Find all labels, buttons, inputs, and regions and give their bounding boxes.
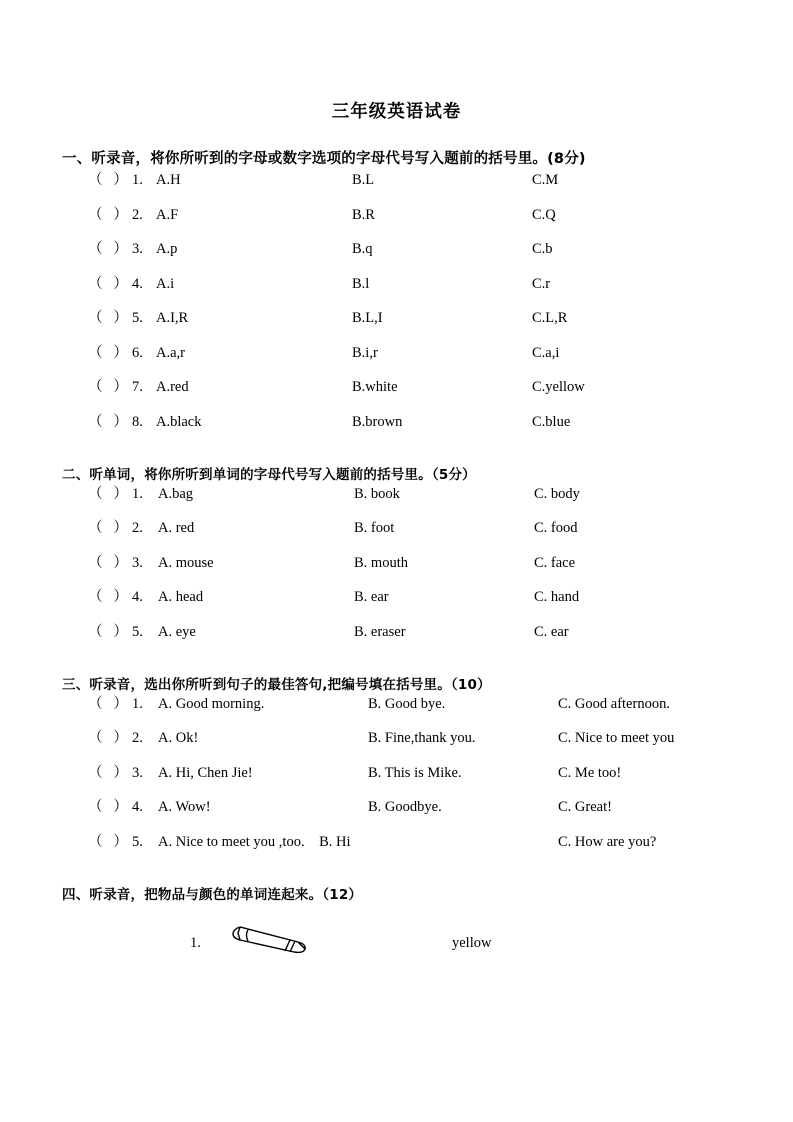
option-c[interactable]: C.M [532,172,559,189]
question-row [62,380,731,415]
matching-list-4 [62,907,731,965]
option-c[interactable]: C. body [534,485,580,502]
match-word: yellow [452,934,492,951]
option-c[interactable]: C. Good afternoon. [558,695,670,712]
question-row [62,311,731,346]
answer-blank[interactable]: （ ） [88,275,128,292]
option-c[interactable]: C.Q [532,206,556,223]
question-number: 5. [132,310,143,327]
question-number: 3. [132,764,143,781]
question-row [62,800,731,835]
question-row [62,521,731,556]
question-number: 5. [132,833,143,850]
answer-blank[interactable]: （ ） [88,520,128,537]
option-a[interactable]: A. eye [158,623,196,640]
question-list-1 [62,173,731,449]
option-a[interactable]: A. mouse [158,554,214,571]
section-heading-4: 四、听录音，把物品与颜色的单词连起来。（12） [62,887,363,904]
option-b[interactable]: B. Good bye. [368,695,446,712]
option-a[interactable]: A. Good morning. [158,695,265,712]
option-b[interactable]: B. mouth [354,554,408,571]
question-row [62,487,731,522]
question-row [62,208,731,243]
question-number: 4. [132,275,143,292]
question-number: 4. [132,799,143,816]
option-b[interactable]: B.q [352,241,373,258]
option-b[interactable]: B. ear [354,589,389,606]
question-row [62,242,731,277]
question-row [62,590,731,625]
answer-blank[interactable]: （ ） [88,344,128,361]
option-a[interactable]: A. Hi, Chen Jie! [158,764,253,781]
section-heading-3: 三、听录音，选出你所听到句子的最佳答句,把编号填在括号里。（10） [62,677,491,694]
section-heading-2: 二、听单词，将你所听到单词的字母代号写入题前的括号里。（5分） [62,467,476,484]
question-list-3 [62,697,731,870]
question-row [62,415,731,450]
answer-blank[interactable]: （ ） [88,172,128,189]
option-a[interactable]: A. Ok! [158,730,199,747]
option-a[interactable]: A.black [156,413,202,430]
option-c[interactable]: C.a,i [532,344,560,361]
option-b[interactable]: B.R [352,206,375,223]
question-number: 1. [132,485,143,502]
answer-blank[interactable]: （ ） [88,310,128,327]
option-b[interactable]: B. eraser [354,623,406,640]
match-number: 1. [190,934,201,951]
question-row [62,697,731,732]
match-row [62,907,731,965]
option-a[interactable]: A.p [156,241,178,258]
question-row [62,173,731,208]
option-b[interactable]: B. This is Mike. [368,764,462,781]
answer-blank[interactable]: （ ） [88,241,128,258]
option-b[interactable]: B.L,I [352,310,383,327]
option-c[interactable]: C.r [532,275,551,292]
question-number: 5. [132,623,143,640]
question-row [62,766,731,801]
option-c[interactable]: C. food [534,520,578,537]
answer-blank[interactable]: （ ） [88,589,128,606]
question-row [62,625,731,660]
option-c[interactable]: C. face [534,554,576,571]
answer-blank[interactable]: （ ） [88,833,128,850]
answer-blank[interactable]: （ ） [88,206,128,223]
question-number: 2. [132,520,143,537]
option-b[interactable]: B.l [352,275,370,292]
question-row [62,835,731,870]
question-number: 8. [132,413,143,430]
option-a[interactable]: A. red [158,520,195,537]
option-c[interactable]: C.yellow [532,379,585,396]
option-c[interactable]: C. Great! [558,799,612,816]
pen-icon [222,923,452,963]
question-list-2 [62,487,731,660]
option-a[interactable]: A. Wow! [158,799,211,816]
question-number: 6. [132,344,143,361]
option-b[interactable]: B.i,r [352,344,378,361]
question-number: 7. [132,379,143,396]
option-c[interactable]: C.blue [532,413,571,430]
option-a[interactable]: A.a,r [156,344,185,361]
option-a[interactable]: A.bag [158,485,194,502]
answer-blank[interactable]: （ ） [88,799,128,816]
answer-blank[interactable]: （ ） [88,413,128,430]
option-b[interactable]: B. book [354,485,400,502]
option-b[interactable]: B.white [352,379,398,396]
answer-blank[interactable]: （ ） [88,764,128,781]
question-row [62,731,731,766]
question-number: 2. [132,206,143,223]
option-b[interactable]: B. Fine,thank you. [368,730,476,747]
option-a[interactable]: A.i [156,275,175,292]
question-row [62,556,731,591]
option-b[interactable]: B.L [352,172,375,189]
option-c[interactable]: C. hand [534,589,580,606]
question-number: 1. [132,172,143,189]
answer-blank[interactable]: （ ） [88,485,128,502]
question-number: 3. [132,241,143,258]
question-number: 1. [132,695,143,712]
answer-blank[interactable]: （ ） [88,379,128,396]
question-number: 4. [132,589,143,606]
option-a[interactable]: A.F [156,206,179,223]
option-a[interactable]: A. head [158,589,204,606]
option-b[interactable]: B. foot [354,520,395,537]
option-a[interactable]: A.red [156,379,189,396]
question-row [62,277,731,312]
section-heading-1: 一、听录音，将你所听到的字母或数字选项的字母代号写入题前的括号里。(8分) [62,151,586,167]
answer-blank[interactable]: （ ） [88,554,128,571]
question-number: 2. [132,730,143,747]
option-c[interactable]: C. Nice to meet you [558,730,675,747]
page-title: 三年级英语试卷 [331,102,462,122]
option-c[interactable]: C. Me too! [558,764,622,781]
question-row [62,346,731,381]
question-number: 3. [132,554,143,571]
answer-blank[interactable]: （ ） [88,623,128,640]
answer-blank[interactable]: （ ） [88,730,128,747]
option-a[interactable]: A. Nice to meet you ,too. B. Hi [158,833,351,850]
option-c[interactable]: C. ear [534,623,569,640]
option-c[interactable]: C. How are you? [558,833,657,850]
option-c[interactable]: C.L,R [532,310,568,327]
option-c[interactable]: C.b [532,241,553,258]
option-a[interactable]: A.I,R [156,310,189,327]
option-b[interactable]: B.brown [352,413,403,430]
option-b[interactable]: B. Goodbye. [368,799,442,816]
option-a[interactable]: A.H [156,172,181,189]
answer-blank[interactable]: （ ） [88,695,128,712]
